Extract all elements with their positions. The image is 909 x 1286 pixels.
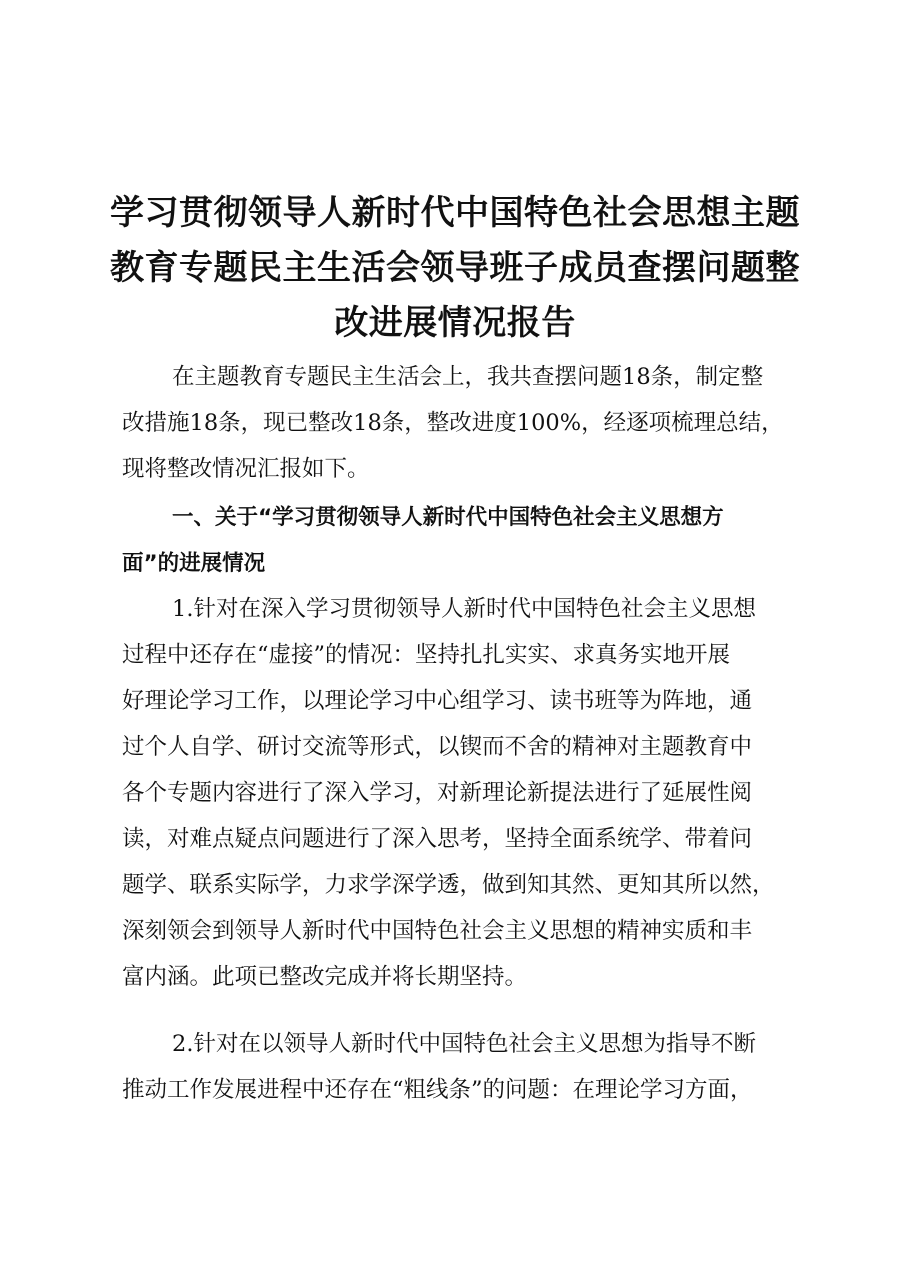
paragraph-line: 改措施18条，现已整改18条，整改进度100%，经逐项梳理总结， <box>122 410 784 436</box>
paragraph-line: 现将整改情况汇报如下。 <box>122 456 370 482</box>
section-heading <box>122 495 798 587</box>
item-paragraph-2 <box>122 1021 798 1113</box>
intro-paragraph <box>122 354 798 492</box>
paragraph-line: 过程中还存在“虚接”的情况：坚持扎扎实实、求真务实地开展 <box>122 642 731 668</box>
paragraph-line: 推动工作发展进程中还存在“粗线条”的问题：在理论学习方面， <box>122 1077 753 1103</box>
paragraph-line: 在主题教育专题民主生活会上，我共查摆问题18条，制定整 <box>172 364 764 390</box>
paragraph-line: 读，对难点疑点问题进行了深入思考，坚持全面系统学、带着问 <box>122 826 753 852</box>
paragraph-line: 深刻领会到领导人新时代中国特色社会主义思想的精神实质和丰 <box>122 918 753 944</box>
document-title <box>110 186 800 351</box>
paragraph-line: 富内涵。此项已整改完成并将长期坚持。 <box>122 964 528 990</box>
paragraph-line: 1.针对在深入学习贯彻领导人新时代中国特色社会主义思想 <box>172 596 756 622</box>
paragraph-line: 好理论学习工作，以理论学习中心组学习、读书班等为阵地，通 <box>122 688 753 714</box>
title-line: 改进展情况报告 <box>334 303 576 343</box>
title-line: 教育专题民主生活会领导班子成员查摆问题整 <box>110 248 800 288</box>
heading-line: 一、关于“学习贯彻领导人新时代中国特色社会主义思想方 <box>172 505 724 530</box>
paragraph-line: 2.针对在以领导人新时代中国特色社会主义思想为指导不断 <box>172 1031 756 1057</box>
paragraph-line: 题学、联系实际学，力求学深学透，做到知其然、更知其所以然， <box>122 872 775 898</box>
heading-line: 面”的进展情况 <box>122 551 266 576</box>
title-line: 学习贯彻领导人新时代中国特色社会思想主题 <box>110 193 800 233</box>
paragraph-line: 各个专题内容进行了深入学习，对新理论新提法进行了延展性阅 <box>122 780 753 806</box>
paragraph-line: 过个人自学、研讨交流等形式，以锲而不舍的精神对主题教育中 <box>122 734 753 760</box>
item-paragraph-1 <box>122 586 798 1000</box>
